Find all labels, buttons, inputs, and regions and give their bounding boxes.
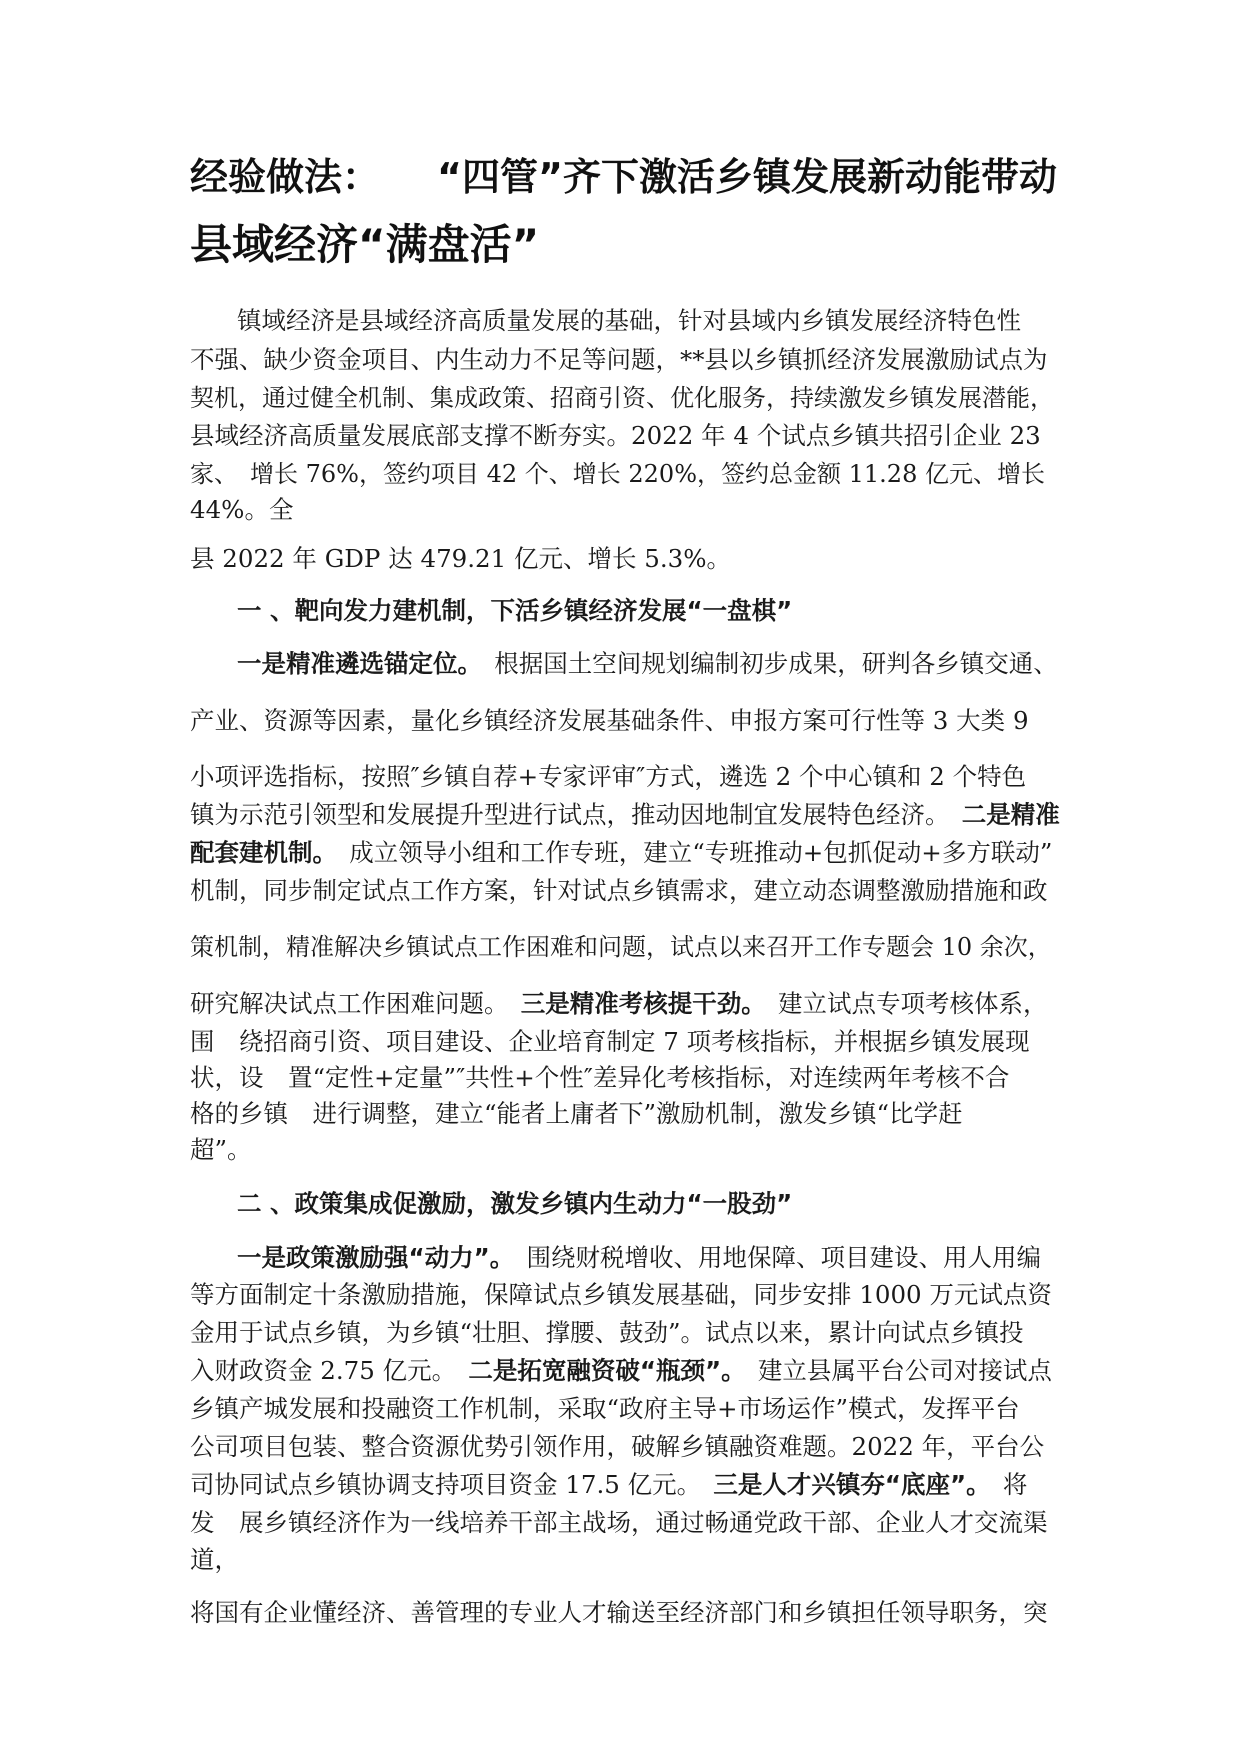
paragraph-text: 围绕财税增收、用地保障、项目建设、用人用编 [526, 1243, 1041, 1272]
intro-line: 家、 增长 76%，签约项目 42 个、增长 220%，签约总金额 11.28 亿元、增长 [190, 460, 1045, 488]
paragraph-text: 建立试点专项考核体系， [778, 989, 1048, 1018]
intro-line: 契机，通过健全机制、集成政策、招商引资、优化服务，持续激发乡镇发展潜能， [190, 384, 1054, 412]
paragraph-line: 格的乡镇 进行调整，建立“能者上庸者下”激励机制，激发乡镇“比学赶 [190, 1099, 963, 1128]
paragraph-text: 研究解决试点工作困难问题。 [190, 989, 497, 1018]
bold-lead: 一是精准遴选锚定位。 [237, 649, 470, 678]
intro-line: 44%。全 [190, 495, 294, 524]
intro-line: 不强、缺少资金项目、内生动力不足等问题，**县以乡镇抓经济发展激励试点为 [190, 345, 1048, 374]
bold-lead: 配套建机制。 [190, 838, 325, 867]
bold-lead: 一是政策激励强“动力”。 [237, 1243, 502, 1272]
intro-line: 县 2022 年 GDP 达 479.21 亿元、增长 5.3%。 [190, 544, 732, 573]
paragraph-line [237, 1243, 1041, 1272]
paragraph-text: 建立县属平台公司对接试点 [757, 1356, 1052, 1385]
paragraph-line [190, 800, 1060, 829]
paragraph-line: 等方面制定十条激励措施，保障试点乡镇发展基础，同步安排 1000 万元试点资 [190, 1280, 1052, 1309]
paragraph-line: 围 绕招商引资、项目建设、企业培育制定 7 项考核指标，并根据乡镇发展现 [190, 1027, 1030, 1056]
section-heading [237, 1189, 793, 1218]
paragraph-line [190, 1356, 1052, 1385]
paragraph-line: 道， [190, 1545, 239, 1574]
paragraph-line [190, 1470, 1028, 1499]
paragraph-text: 入财政资金 2.75 亿元。 [190, 1356, 444, 1385]
section-2-heading: 二 、政策集成促激励，激发乡镇内生动力“一股劲” [237, 1189, 793, 1218]
paragraph-text: 镇为示范引领型和发展提升型进行试点，推动因地制宜发展特色经济。 [190, 800, 938, 829]
bold-lead: 二是拓宽融资破“瓶颈”。 [468, 1356, 734, 1385]
paragraph-text: 成立领导小组和工作专班，建立“专班推动+包抓促动+多方联动” [349, 838, 1053, 867]
intro-line: 镇域经济是县域经济高质量发展的基础，针对县域内乡镇发展经济特色性 [237, 306, 1021, 335]
paragraph-line: 小项评选指标，按照″乡镇自荐+专家评审″方式，遴选 2 个中心镇和 2 个特色 [190, 762, 1027, 791]
paragraph-line [237, 649, 1058, 678]
paragraph-line: 状，设 置“定性+定量”″共性+个性″差异化考核指标，对连续两年考核不合 [190, 1063, 1010, 1092]
intro-line: 县域经济高质量发展底部支撑不断夯实。2022 年 4 个试点乡镇共招引企业 23 [190, 421, 1041, 450]
paragraph-text: 司协同试点乡镇协调支持项目资金 17.5 亿元。 [190, 1470, 689, 1499]
paragraph-line: 发 展乡镇经济作为一线培养干部主战场，通过畅通党政干部、企业人才交流渠 [190, 1508, 1048, 1537]
section-1-heading: 一 、靶向发力建机制，下活乡镇经济发展“一盘棋” [237, 596, 793, 625]
section-heading [237, 596, 793, 625]
paragraph-line: 机制，同步制定试点工作方案，针对试点乡镇需求，建立动态调整激励措施和政 [190, 876, 1048, 905]
document-title-line-1: 经验做法： “四管”齐下激活乡镇发展新动能带动 [190, 155, 1057, 199]
paragraph-line: 将国有企业懂经济、善管理的专业人才输送至经济部门和乡镇担任领导职务，突 [190, 1598, 1048, 1627]
paragraph-line: 公司项目包装、整合资源优势引领作用，破解乡镇融资难题。2022 年，平台公 [190, 1432, 1045, 1461]
bold-lead: 二是精准 [961, 800, 1060, 829]
paragraph-text: 将 [1002, 1470, 1028, 1499]
paragraph-text: 根据国土空间规划编制初步成果，研判各乡镇交通、 [494, 649, 1058, 678]
document-title-line-2: 县域经济“满盘活” [190, 220, 540, 269]
paragraph-line [190, 989, 1048, 1018]
paragraph-line: 乡镇产城发展和投融资工作机制，采取“政府主导+市场运作”模式，发挥平台 [190, 1394, 1020, 1423]
bold-lead: 三是人才兴镇夯“底座”。 [713, 1470, 979, 1499]
bold-lead: 三是精准考核提干劲。 [520, 989, 754, 1018]
paragraph-line: 金用于试点乡镇，为乡镇“壮胆、撑腰、鼓劲”。试点以来，累计向试点乡镇投 [190, 1318, 1024, 1347]
paragraph-line: 产业、资源等因素，量化乡镇经济发展基础条件、申报方案可行性等 3 大类 9 [190, 706, 1029, 735]
paragraph-line: 超”。 [190, 1135, 252, 1164]
paragraph-line [190, 838, 1053, 867]
paragraph-line: 策机制，精准解决乡镇试点工作困难和问题，试点以来召开工作专题会 10 余次， [190, 933, 1052, 961]
